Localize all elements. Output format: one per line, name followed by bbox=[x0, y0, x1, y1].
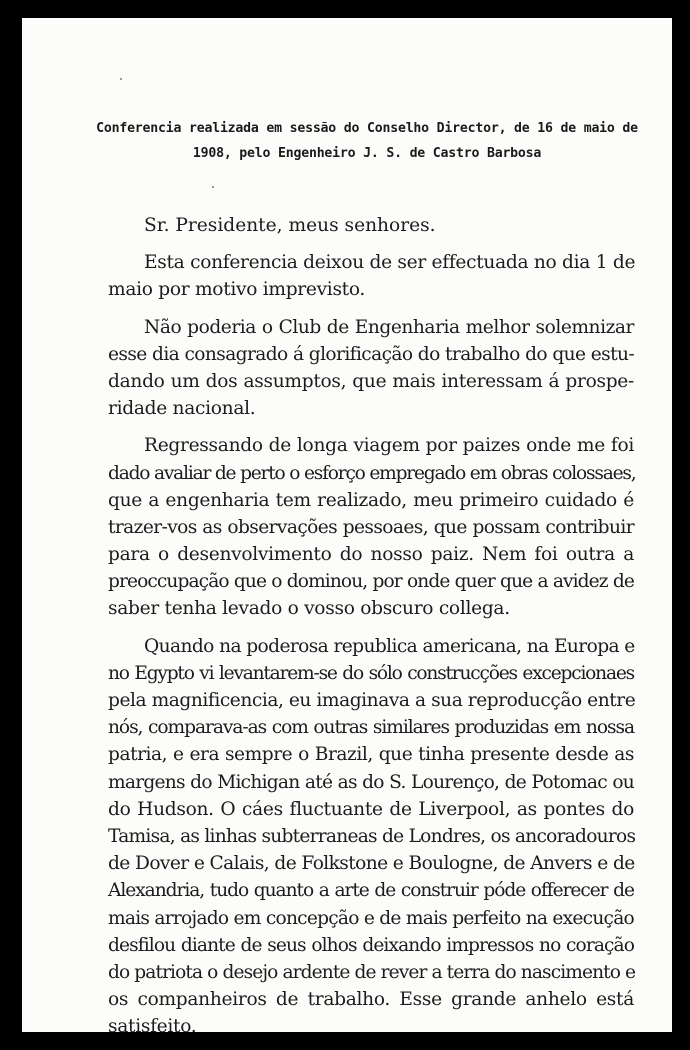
paragraph-gap bbox=[108, 422, 634, 432]
text-line: os companheiros de trabalho. Esse grande anhelo está bbox=[108, 989, 634, 1011]
text-line: dado avaliar de perto o esforço empregado em obras colossaes, bbox=[108, 462, 636, 484]
paragraph bbox=[108, 249, 634, 303]
paragraph bbox=[108, 314, 634, 423]
text-line: Não poderia o Club de Engenharia melhor solemnizar bbox=[144, 316, 634, 338]
greeting: Sr. Presidente, meus senhores. bbox=[144, 215, 436, 236]
text-line: para o desenvolvimento do nosso paiz. Nem foi outra a bbox=[108, 544, 634, 566]
text-line: Esta conferencia deixou de ser effectuada no dia 1 de bbox=[144, 252, 636, 274]
text-line: pela magnificencia, eu imaginava a sua reproducção entre bbox=[108, 690, 636, 711]
text-line: maio por motivo imprevisto. bbox=[108, 279, 366, 301]
text-line: margens do Michigan até as do S. Lourenço, de Potomac ou bbox=[108, 771, 634, 793]
text-line: patria, e era sempre o Brazil, que tinha presente desde as bbox=[108, 744, 634, 766]
text-line: de Dover e Calais, de Folkstone e Boulogne, de Anvers e de bbox=[108, 853, 635, 875]
text-line: no Egypto vi levantarem-se do sólo construcções excepcionaes bbox=[108, 662, 634, 684]
paragraph-gap bbox=[108, 623, 634, 633]
paragraph bbox=[108, 432, 634, 622]
document-page bbox=[22, 18, 672, 1032]
paragraph bbox=[108, 633, 634, 1032]
heading-line: Conferencia realizada em sessão do Conselho Director, de 16 de maio de bbox=[96, 121, 638, 136]
scan-speck bbox=[120, 78, 122, 80]
text-line: Alexandria, tudo quanto a arte de construir póde offerecer de bbox=[108, 880, 634, 902]
text-line: ridade nacional. bbox=[108, 398, 256, 420]
heading-line: 1908, pelo Engenheiro J. S. de Castro Barbosa bbox=[192, 146, 542, 161]
scan-speck bbox=[212, 186, 214, 188]
text-line: Regressando de longa viagem por paizes onde me foi bbox=[144, 435, 634, 457]
text-line: desfilou diante de seus olhos deixando impressos no coração bbox=[108, 934, 634, 956]
text-line: trazer-vos as observações pessoaes, que possam contribuir bbox=[108, 516, 634, 538]
text-line: saber tenha levado o vosso obscuro collega. bbox=[108, 598, 510, 620]
text-line: Tamisa, as linhas subterraneas de Londres, os ancoradouros bbox=[108, 825, 636, 847]
text-line: do Hudson. O cáes fluctuante de Liverpool, as pontes do bbox=[108, 798, 634, 820]
conference-heading bbox=[82, 116, 652, 166]
text-line: mais arrojado em concepção e de mais perfeito na execução bbox=[108, 907, 634, 929]
text-line: preoccupação que o dominou, por onde quer que a avidez de bbox=[108, 571, 634, 593]
text-line: do patriota o desejo ardente de rever a terra do nascimento e bbox=[108, 961, 636, 983]
text-line: Quando na poderosa republica americana, na Europa e bbox=[144, 635, 635, 657]
text-line: nós, comparava-as com outras similares produzidas em nossa bbox=[108, 717, 634, 739]
text-line: dando um dos assumptos, que mais interessam á prospe- bbox=[108, 370, 634, 392]
text-line: esse dia consagrado á glorificação do trabalho do que estu- bbox=[108, 343, 634, 365]
text-line: que a engenharia tem realizado, meu primeiro cuidado é bbox=[108, 489, 634, 511]
text-line: satisfeito. bbox=[108, 1016, 197, 1032]
document-body bbox=[108, 212, 634, 1032]
paragraph-gap bbox=[108, 304, 634, 314]
